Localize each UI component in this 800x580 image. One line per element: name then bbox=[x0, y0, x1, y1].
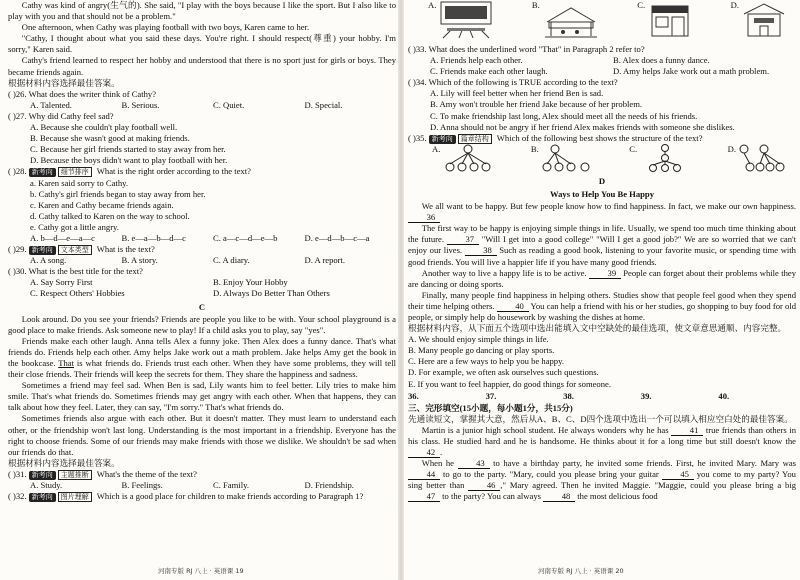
option[interactable]: B. Feelings. bbox=[121, 480, 163, 491]
instruction: 先通读短文，掌握其大意，然后从A、B、C、D四个选项中选出一个可以填入相应空白处的最佳答案。 bbox=[408, 413, 793, 424]
option: E. If you want to feel happier, do good things for someone. bbox=[408, 378, 611, 389]
question-35: ( )35. 新考向 篇章结构 Which of the following best shows the structure of the text? bbox=[408, 132, 703, 143]
skill-badge: 文本类型 bbox=[58, 245, 92, 255]
option[interactable]: C. Friends make each other laugh. bbox=[430, 66, 548, 77]
option[interactable]: B. Alex does a funny dance. bbox=[613, 55, 710, 66]
structure-option-d[interactable]: D. bbox=[728, 144, 790, 174]
picture-option-a[interactable]: A. bbox=[428, 0, 493, 40]
paragraph: When he 43 to have a birthday party, he invited some friends. First, he invited Mary. Mary was 44 to go to the party. "Mary, could you please bring your guitar 45 you come to my party? You sing better than 46 ," Mary agreed. Then he invited Maggie. "Maggie, could you please bring a big 47 to the party? You can always 48 the most delicious food bbox=[408, 458, 796, 502]
option[interactable]: A. Lily will feel better when her friend Ben is sad. bbox=[430, 88, 604, 99]
option[interactable]: B. e—a—b—d—c bbox=[121, 232, 186, 243]
section-heading: C bbox=[198, 301, 206, 312]
blank-46[interactable]: 46 bbox=[468, 480, 500, 491]
list-item: c. Karen and Cathy became friends again. bbox=[30, 199, 174, 210]
list-item: a. Karen said sorry to Cathy. bbox=[30, 177, 129, 188]
blank-42[interactable]: 42 bbox=[408, 447, 440, 458]
option[interactable]: D. Friendship. bbox=[304, 480, 354, 491]
option[interactable]: A. A song. bbox=[30, 255, 67, 266]
option[interactable]: D. Always Do Better Than Others bbox=[213, 288, 330, 299]
instruction: 根据材料内容选择最佳答案。 bbox=[8, 457, 120, 468]
picture-options-32 bbox=[408, 0, 796, 44]
option[interactable]: A. Friends help each other. bbox=[430, 55, 523, 66]
new-trend-badge: 新考向 bbox=[429, 135, 456, 144]
section-heading: 三、完形填空(15小题，每小题1分，共15分) bbox=[408, 402, 573, 413]
paragraph: The first way to be happy is enjoying simple things in life. Usually, we spend too much time thinking about the future. 37 "Will I get into a good college" "Will I get a good job?" We are so worried that we can't enjoy our lives. 38 Such as reading a good book, listening to your favorite music, or spending time with good friends. You will live a happier life if you have many good friends. bbox=[408, 223, 796, 267]
picture-option-b[interactable]: B. bbox=[532, 0, 599, 40]
option[interactable]: D. Because the boys didn't want to play football with her. bbox=[30, 155, 228, 166]
option[interactable]: B. Because she wasn't good at making friends. bbox=[30, 133, 190, 144]
option[interactable]: C. To make friendship last long, Alex should meet all the needs of his friends. bbox=[430, 110, 698, 121]
option[interactable]: C. A diary. bbox=[213, 255, 250, 266]
option[interactable]: B. Amy won't trouble her friend Jake because of her problem. bbox=[430, 99, 643, 110]
options-31 bbox=[8, 480, 396, 491]
option[interactable]: A. Study. bbox=[30, 480, 63, 491]
answer-slot[interactable]: 37. bbox=[485, 390, 497, 401]
options-34 bbox=[408, 88, 796, 132]
option[interactable]: C. Respect Others' Hobbies bbox=[30, 288, 125, 299]
blank-41[interactable]: 41 bbox=[671, 425, 703, 436]
instruction: 根据材料内容选择最佳答案。 bbox=[8, 77, 120, 88]
answer-slot[interactable]: 36. bbox=[408, 390, 419, 401]
question-29: ( )29. 新考向 文本类型 What is the text? bbox=[8, 244, 155, 255]
option[interactable]: B. Serious. bbox=[121, 99, 160, 110]
picture-option-d[interactable]: D. bbox=[731, 0, 786, 40]
blank-40[interactable]: 40 bbox=[497, 301, 529, 312]
option[interactable]: A. Talented. bbox=[30, 99, 72, 110]
new-trend-badge: 新考向 bbox=[29, 471, 56, 480]
picture-option-c[interactable]: C. bbox=[637, 0, 692, 40]
option[interactable]: D. A report. bbox=[304, 255, 346, 266]
structure-diagram-d bbox=[738, 144, 790, 172]
list-item: b. Cathy's girl friends began to stay away from her. bbox=[30, 188, 206, 199]
structure-diagram-c bbox=[639, 144, 691, 172]
question-33: ( )33. What does the underlined word "That" in Paragraph 2 refer to? bbox=[408, 44, 645, 54]
paragraph: Cathy was kind of angry(生气的). She said, "I play with the boys because I like the sport. But I also like to play with you and that should not be a problem." bbox=[8, 0, 396, 22]
d-options bbox=[408, 334, 796, 389]
answer-row bbox=[408, 391, 796, 402]
blank-38[interactable]: 38 bbox=[465, 245, 497, 256]
option[interactable]: A. Say Sorry First bbox=[30, 277, 93, 288]
classroom-picture bbox=[439, 0, 493, 40]
skill-badge: 图片理解 bbox=[58, 492, 92, 502]
section-heading: D bbox=[598, 175, 606, 186]
new-trend-badge: 新考向 bbox=[29, 168, 56, 177]
page-footer: 河南专版 RJ 八上 · 英语课 19 bbox=[158, 566, 244, 575]
options-26 bbox=[8, 100, 396, 111]
blank-45[interactable]: 45 bbox=[662, 469, 694, 480]
paragraph: Cathy's friend learned to respect her hobby and understood that there is no sport just for girls or boys. They became friends again. bbox=[8, 55, 396, 77]
skill-badge: 篇章结构 bbox=[458, 134, 492, 144]
structure-option-c[interactable]: C. bbox=[629, 144, 691, 174]
structure-options-35 bbox=[408, 144, 796, 174]
paragraph: Sometimes a friend may feel sad. When Ben is sad, Lily wants him to feel better. Lily tries to make him smile. That's what friends do. Sometimes friends may get angry with each other. When that happens, they can talk about how they feel. Later, they can say, "I'm sorry." That's what friends do. bbox=[8, 380, 396, 413]
structure-diagram-b bbox=[541, 144, 593, 172]
paragraph: Friends make each other laugh. Anna tells Alex a funny joke. Then Alex does a funny dance. That's what friends do. Friends help each other. Amy helps Jake work out a math problem. Jake helps Amy get the book in the bookcase. That is what friends do. Friends trust each other. When they have some problems, they will tell their close friends. Their friends will keep the secrets for them. They share the happiness and sadness. bbox=[8, 335, 396, 380]
paragraph: "Cathy, I thought about what you said these days. You're right. I should respect(尊重) your hobby. I'm sorry," Karen said. bbox=[8, 33, 396, 55]
option[interactable]: C. a—c—d—e—b bbox=[213, 232, 278, 243]
structure-option-b[interactable]: B. bbox=[531, 144, 593, 174]
options-33 bbox=[408, 55, 796, 77]
options-28 bbox=[8, 233, 396, 244]
option[interactable]: C. Because her girl friends started to stay away from her. bbox=[30, 144, 226, 155]
instruction: 根据材料内容，从下面五个选项中选出能填入文中空缺处的最佳选项，使文章意思通顺、内容完整。 bbox=[408, 323, 787, 334]
list-item: e. Cathy got a little angry. bbox=[30, 221, 119, 232]
paragraph: Sometimes friends also argue with each other. But it doesn't matter. They must learn to understand each other, or the friendship won't last long. Understanding is the most important in a friendship. Everyone has the right to choose friends. Some of our friends may make friends with those we dislike. We shouldn't be sad when our friends do that. bbox=[8, 413, 396, 457]
building-picture bbox=[742, 0, 786, 40]
blank-47[interactable]: 47 bbox=[408, 491, 440, 502]
new-trend-badge: 新考向 bbox=[29, 246, 56, 255]
new-trend-badge: 新考向 bbox=[29, 493, 56, 502]
blank-36[interactable]: 36 bbox=[408, 212, 440, 223]
question-27: ( )27. Why did Cathy feel sad? bbox=[8, 110, 114, 121]
options-30 bbox=[8, 277, 396, 299]
paragraph: Another way to live a happy life is to be active. 39 People can forget about their problems while they are dancing or doing sports. bbox=[408, 267, 796, 289]
option[interactable]: B. A story. bbox=[121, 255, 158, 266]
question-30: ( )30. What is the best title for the text? bbox=[8, 266, 143, 277]
skill-badge: 细节排序 bbox=[58, 167, 92, 177]
blank-43[interactable]: 43 bbox=[458, 458, 490, 469]
structure-diagram-a bbox=[442, 144, 494, 172]
question-28: ( )28. 新考向 细节排序 What is the right order according to the text? bbox=[8, 166, 251, 177]
book-gutter bbox=[398, 0, 404, 580]
answer-slot[interactable]: 40. bbox=[718, 390, 730, 401]
underlined-word: That bbox=[58, 358, 74, 368]
option[interactable]: D. Special. bbox=[304, 99, 343, 110]
options-27 bbox=[8, 122, 396, 166]
shop-picture bbox=[648, 0, 692, 40]
option[interactable]: B. Enjoy Your Hobby bbox=[213, 277, 288, 288]
option[interactable]: D. Amy helps Jake work out a math problem. bbox=[613, 66, 770, 77]
option: B. Many people go dancing or play sports. bbox=[408, 345, 555, 356]
answer-slot[interactable]: 38. bbox=[563, 390, 574, 401]
blank-44[interactable]: 44 bbox=[408, 469, 440, 480]
paragraph: Finally, many people find happiness in helping others. Studies show that people feel good when they spend their time helping others. 40 You can help a friend with his or her studies, go shopping to buy food for old people, or simply help do housework by washing the dishes at home. bbox=[408, 289, 796, 322]
structure-option-a[interactable]: A. bbox=[432, 144, 494, 174]
paragraph: Look around. Do you see your friends? Friends are people you like to be with. Your school playground is a good place to make friends. Ask someone new to play! If a child asks you to play, say "yes". bbox=[8, 313, 396, 335]
blank-39[interactable]: 39 bbox=[589, 268, 621, 279]
list-item: d. Cathy talked to Karen on the way to school. bbox=[30, 210, 190, 221]
events-28 bbox=[8, 178, 396, 233]
option[interactable]: C. Family. bbox=[213, 480, 249, 491]
option[interactable]: A. b—d—e—a—c bbox=[30, 232, 95, 243]
option: C. Here are a few ways to help you be happy. bbox=[408, 356, 564, 367]
question-34: ( )34. Which of the following is TRUE according to the text? bbox=[408, 77, 618, 88]
question-32: ( )32. 新考向 图片理解 Which is a good place for children to make friends according to Paragraph 1? bbox=[8, 491, 364, 502]
blank-48[interactable]: 48 bbox=[543, 491, 575, 502]
option[interactable]: C. Quiet. bbox=[213, 99, 245, 110]
answer-slot[interactable]: 39. bbox=[640, 390, 652, 401]
option: A. We should enjoy simple things in life. bbox=[408, 334, 549, 345]
question-26: ( )26. What does the writer think of Cathy? bbox=[8, 88, 157, 99]
option[interactable]: A. Because she couldn't play football well. bbox=[30, 122, 178, 133]
option[interactable]: D. Anna should not be angry if her friend Alex makes friends with someone she dislikes. bbox=[430, 121, 735, 132]
left-page bbox=[8, 0, 396, 580]
skill-badge: 主题推断 bbox=[58, 470, 92, 480]
question-31: ( )31. 新考向 主题推断 What's the theme of the text? bbox=[8, 468, 197, 479]
page-footer: 河南专版 RJ 八上 · 英语课 20 bbox=[538, 566, 624, 575]
blank-37[interactable]: 37 bbox=[447, 234, 479, 245]
playground-picture bbox=[543, 0, 599, 40]
option: D. For example, we often ask ourselves such questions. bbox=[408, 367, 599, 378]
right-page bbox=[408, 0, 796, 580]
paragraph: Martin is a junior high school student. He always wonders why he has 41 true friends than others in his class. He studied hard and he is handsome. He thinks about it for a long time but still doesn't know the 42 . bbox=[408, 424, 796, 458]
options-29 bbox=[8, 255, 396, 266]
passage-title: Ways to Help You Be Happy bbox=[549, 188, 655, 199]
paragraph: One afternoon, when Cathy was playing football with two boys, Karen came to her. bbox=[21, 22, 310, 33]
paragraph: We all want to be happy. But few people know how to find happiness. In fact, we make our own happiness. 36 bbox=[408, 201, 796, 223]
option[interactable]: D. e—d—b—c—a bbox=[304, 232, 370, 243]
